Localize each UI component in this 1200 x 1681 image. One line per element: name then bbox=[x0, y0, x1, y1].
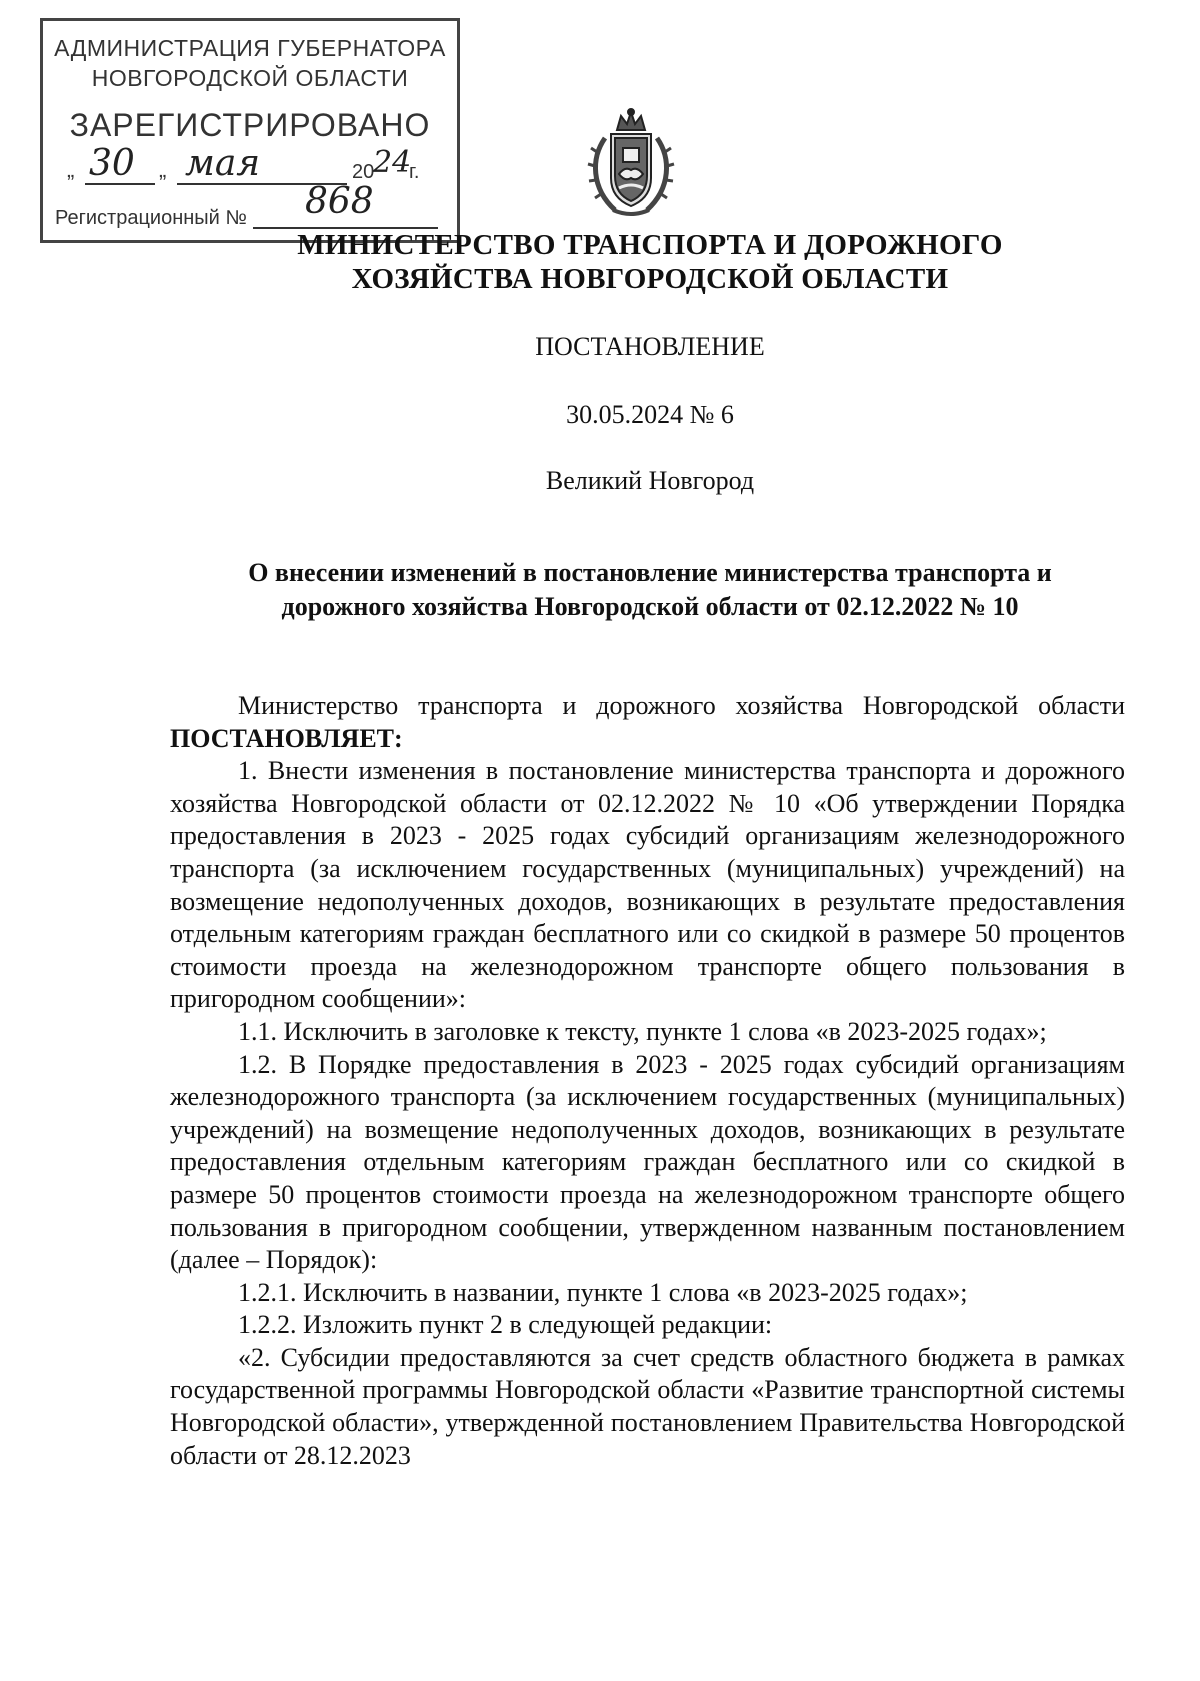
document-title bbox=[150, 556, 1150, 624]
stamp-reg-number: 868 bbox=[305, 181, 374, 222]
paragraph-quote: «2. Субсидии предоставляются за счет средств областного бюджета в рамках государственной программы Новгородской области «Развитие транспортной системы Новгородской области», утвержденной постановлением Правительства Новгородской области от 28.12.2023 bbox=[170, 1342, 1125, 1470]
stamp-month: мая bbox=[185, 143, 261, 184]
stamp-year-end: г. bbox=[409, 161, 420, 183]
ministry-line2: ХОЗЯЙСТВА НОВГОРОДСКОЙ ОБЛАСТИ bbox=[351, 263, 949, 295]
document-city: Великий Новгород bbox=[545, 466, 755, 495]
paragraph-intro bbox=[170, 690, 1125, 755]
paragraph-1-1: 1.1. Исключить в заголовке к тексту, пункте 1 слова «в 2023-2025 годах»; bbox=[238, 1016, 1047, 1046]
stamp-date: „ 30 „ мая 20 24 г. bbox=[67, 143, 420, 184]
ministry-heading bbox=[200, 228, 1100, 296]
registration-stamp bbox=[40, 18, 460, 243]
stamp-day: 30 bbox=[89, 143, 135, 184]
stamp-org-line1: АДМИНИСТРАЦИЯ ГУБЕРНАТОРА bbox=[54, 35, 446, 61]
coat-of-arms-icon bbox=[585, 108, 677, 220]
paragraph-1-2-1: 1.2.1. Исключить в названии, пункте 1 слова «в 2023-2025 годах»; bbox=[238, 1277, 968, 1307]
intro-resolves: ПОСТАНОВЛЯЕТ: bbox=[170, 723, 403, 753]
document-date-number: 30.05.2024 № 6 bbox=[566, 400, 734, 429]
stamp-status: ЗАРЕГИСТРИРОВАНО bbox=[69, 107, 431, 143]
intro-text: Министерство транспорта и дорожного хозяйства Новгородской области bbox=[238, 691, 1125, 720]
document-body bbox=[170, 690, 1125, 1472]
stamp-organization bbox=[43, 33, 457, 93]
stamp-reg-label: Регистрационный № bbox=[55, 207, 247, 229]
stamp-year-prefix: 20 bbox=[352, 161, 375, 183]
ministry-line1: МИНИСТЕРСТВО ТРАНСПОРТА И ДОРОЖНОГО bbox=[297, 229, 1003, 261]
paragraph-1: 1. Внести изменения в постановление министерства транспорта и дорожного хозяйства Новгородской области от 02.12.2022 № 10 «Об утверждении Порядка предоставления в 2023 - 2025 годах субсидий организациям железнодорожного транспорта (за исключением государственных (муниципальных) учреждений) на возмещение недополученных доходов, возникающих в результате предоставления отдельным категориям граждан бесплатного или со скидкой в размере 50 процентов стоимости проезда на железнодорожном транспорте общего пользования в пригородном сообщении»: bbox=[170, 756, 1125, 1014]
title-line1: О внесении изменений в постановление министерства транспорта и bbox=[248, 558, 1052, 587]
stamp-year-suffix: 24 bbox=[373, 145, 412, 180]
stamp-org-line2: НОВГОРОДСКОЙ ОБЛАСТИ bbox=[91, 65, 409, 91]
paragraph-1-2: 1.2. В Порядке предоставления в 2023 - 2025 годах субсидий организациям железнодорожного транспорта (за исключением государственных (муниципальных) учреждений) на возмещение недополученных доходов, возникающих в результате предоставления отдельным категориям граждан бесплатного или со скидкой в размере 50 процентов стоимости проезда на железнодорожном транспорте общего пользования в пригородном сообщении, утвержденном названным постановлением (далее – Порядок): bbox=[170, 1049, 1125, 1275]
document-type: ПОСТАНОВЛЕНИЕ bbox=[535, 332, 765, 361]
stamp-reg-line bbox=[55, 207, 247, 230]
paragraph-1-2-2: 1.2.2. Изложить пункт 2 в следующей редакции: bbox=[238, 1310, 773, 1340]
title-line2: дорожного хозяйства Новгородской области от 02.12.2022 № 10 bbox=[281, 592, 1019, 621]
